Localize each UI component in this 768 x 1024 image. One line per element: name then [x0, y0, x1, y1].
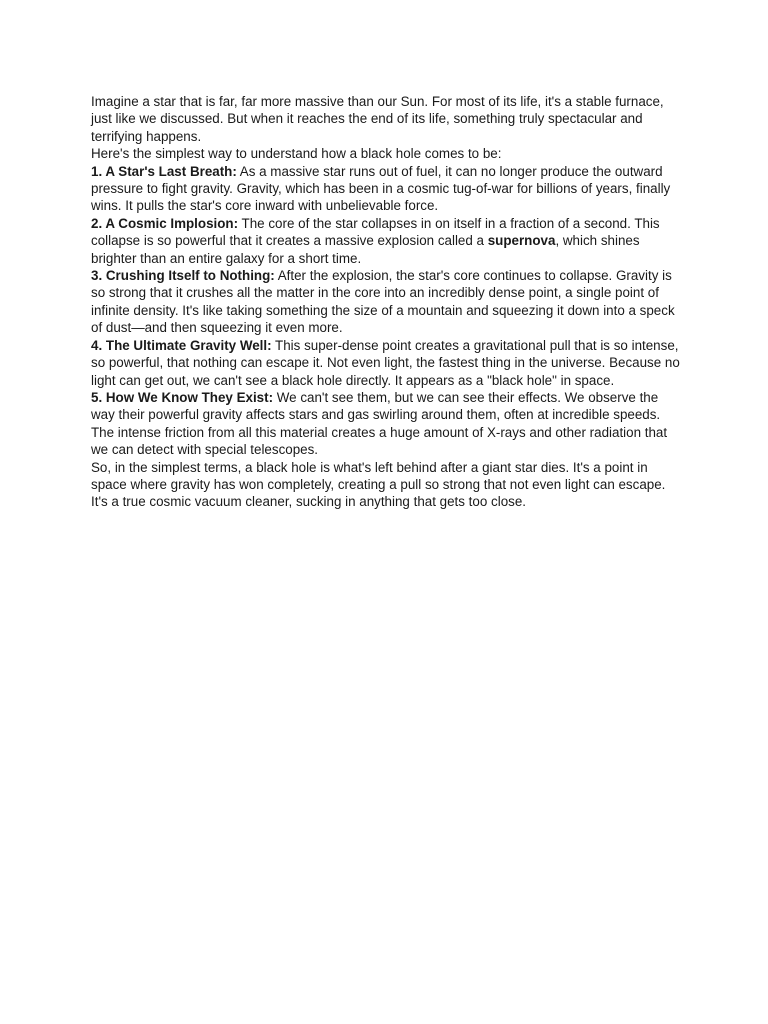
step-1-text: As a massive star runs out of fuel, it can no longer produce the outward pressure to fight gravity. Gravity, which has been in a cosmic tug-of-war for billions of years, finally wins. It pulls the star's core inward with unbelievable force. — [91, 163, 671, 214]
step-3-text: After the explosion, the star's core continues to collapse. Gravity is so strong that it crushes all the matter in the core into an incredibly dense point, a single point of infinite density. It's like taking something the size of a mountain and squeezing it down into a speck of dust—and then squeezing it even more. — [91, 268, 675, 336]
step-3-heading: 3. Crushing Itself to Nothing: — [91, 268, 275, 284]
step-4-paragraph — [91, 337, 681, 389]
lead-in-paragraph: Here's the simplest way to understand how a black hole comes to be: — [91, 146, 502, 162]
step-1-heading: 1. A Star's Last Breath: — [91, 163, 237, 179]
step-5-text: We can't see them, but we can see their effects. We observe the way their powerful gravity affects stars and gas swirling around them, often at incredible speeds. The intense friction from all this material creates a huge amount of X-rays and other radiation that we can detect with special telescopes. — [91, 389, 668, 458]
step-1-paragraph — [91, 163, 681, 215]
step-5-heading: 5. How We Know They Exist: — [91, 389, 274, 405]
intro-paragraph: Imagine a star that is far, far more massive than our Sun. For most of its life, it's a stable furnace, just like we discussed. But when it reaches the end of its life, something truly spectacular and terrifying happens. — [91, 94, 664, 144]
step-2-paragraph — [91, 215, 681, 267]
step-2-heading: 2. A Cosmic Implosion: — [91, 215, 239, 231]
step-4-text: This super-dense point creates a gravitational pull that is so intense, so powerful, that nothing can escape it. Not even light, the fastest thing in the universe. Because no light can get out, we can't see a black hole directly. It appears as a "black hole" in space. — [91, 337, 680, 388]
step-2-text-after: , which shines brighter than an entire galaxy for a short time. — [91, 233, 640, 266]
step-3-paragraph — [91, 267, 681, 337]
document-body — [91, 93, 681, 511]
step-5-paragraph — [91, 389, 681, 459]
step-2-emphasis: supernova — [487, 233, 556, 249]
step-4-heading: 4. The Ultimate Gravity Well: — [91, 337, 272, 353]
step-2-text-before: The core of the star collapses in on itself in a fraction of a second. This collapse is so powerful that it creates a massive explosion called a — [91, 215, 660, 249]
conclusion-paragraph: So, in the simplest terms, a black hole is what's left behind after a giant star dies. It's a point in space where gravity has won completely, creating a pull so strong that not even light can escape. It's a true cosmic vacuum cleaner, sucking in anything that gets too close. — [91, 459, 666, 510]
